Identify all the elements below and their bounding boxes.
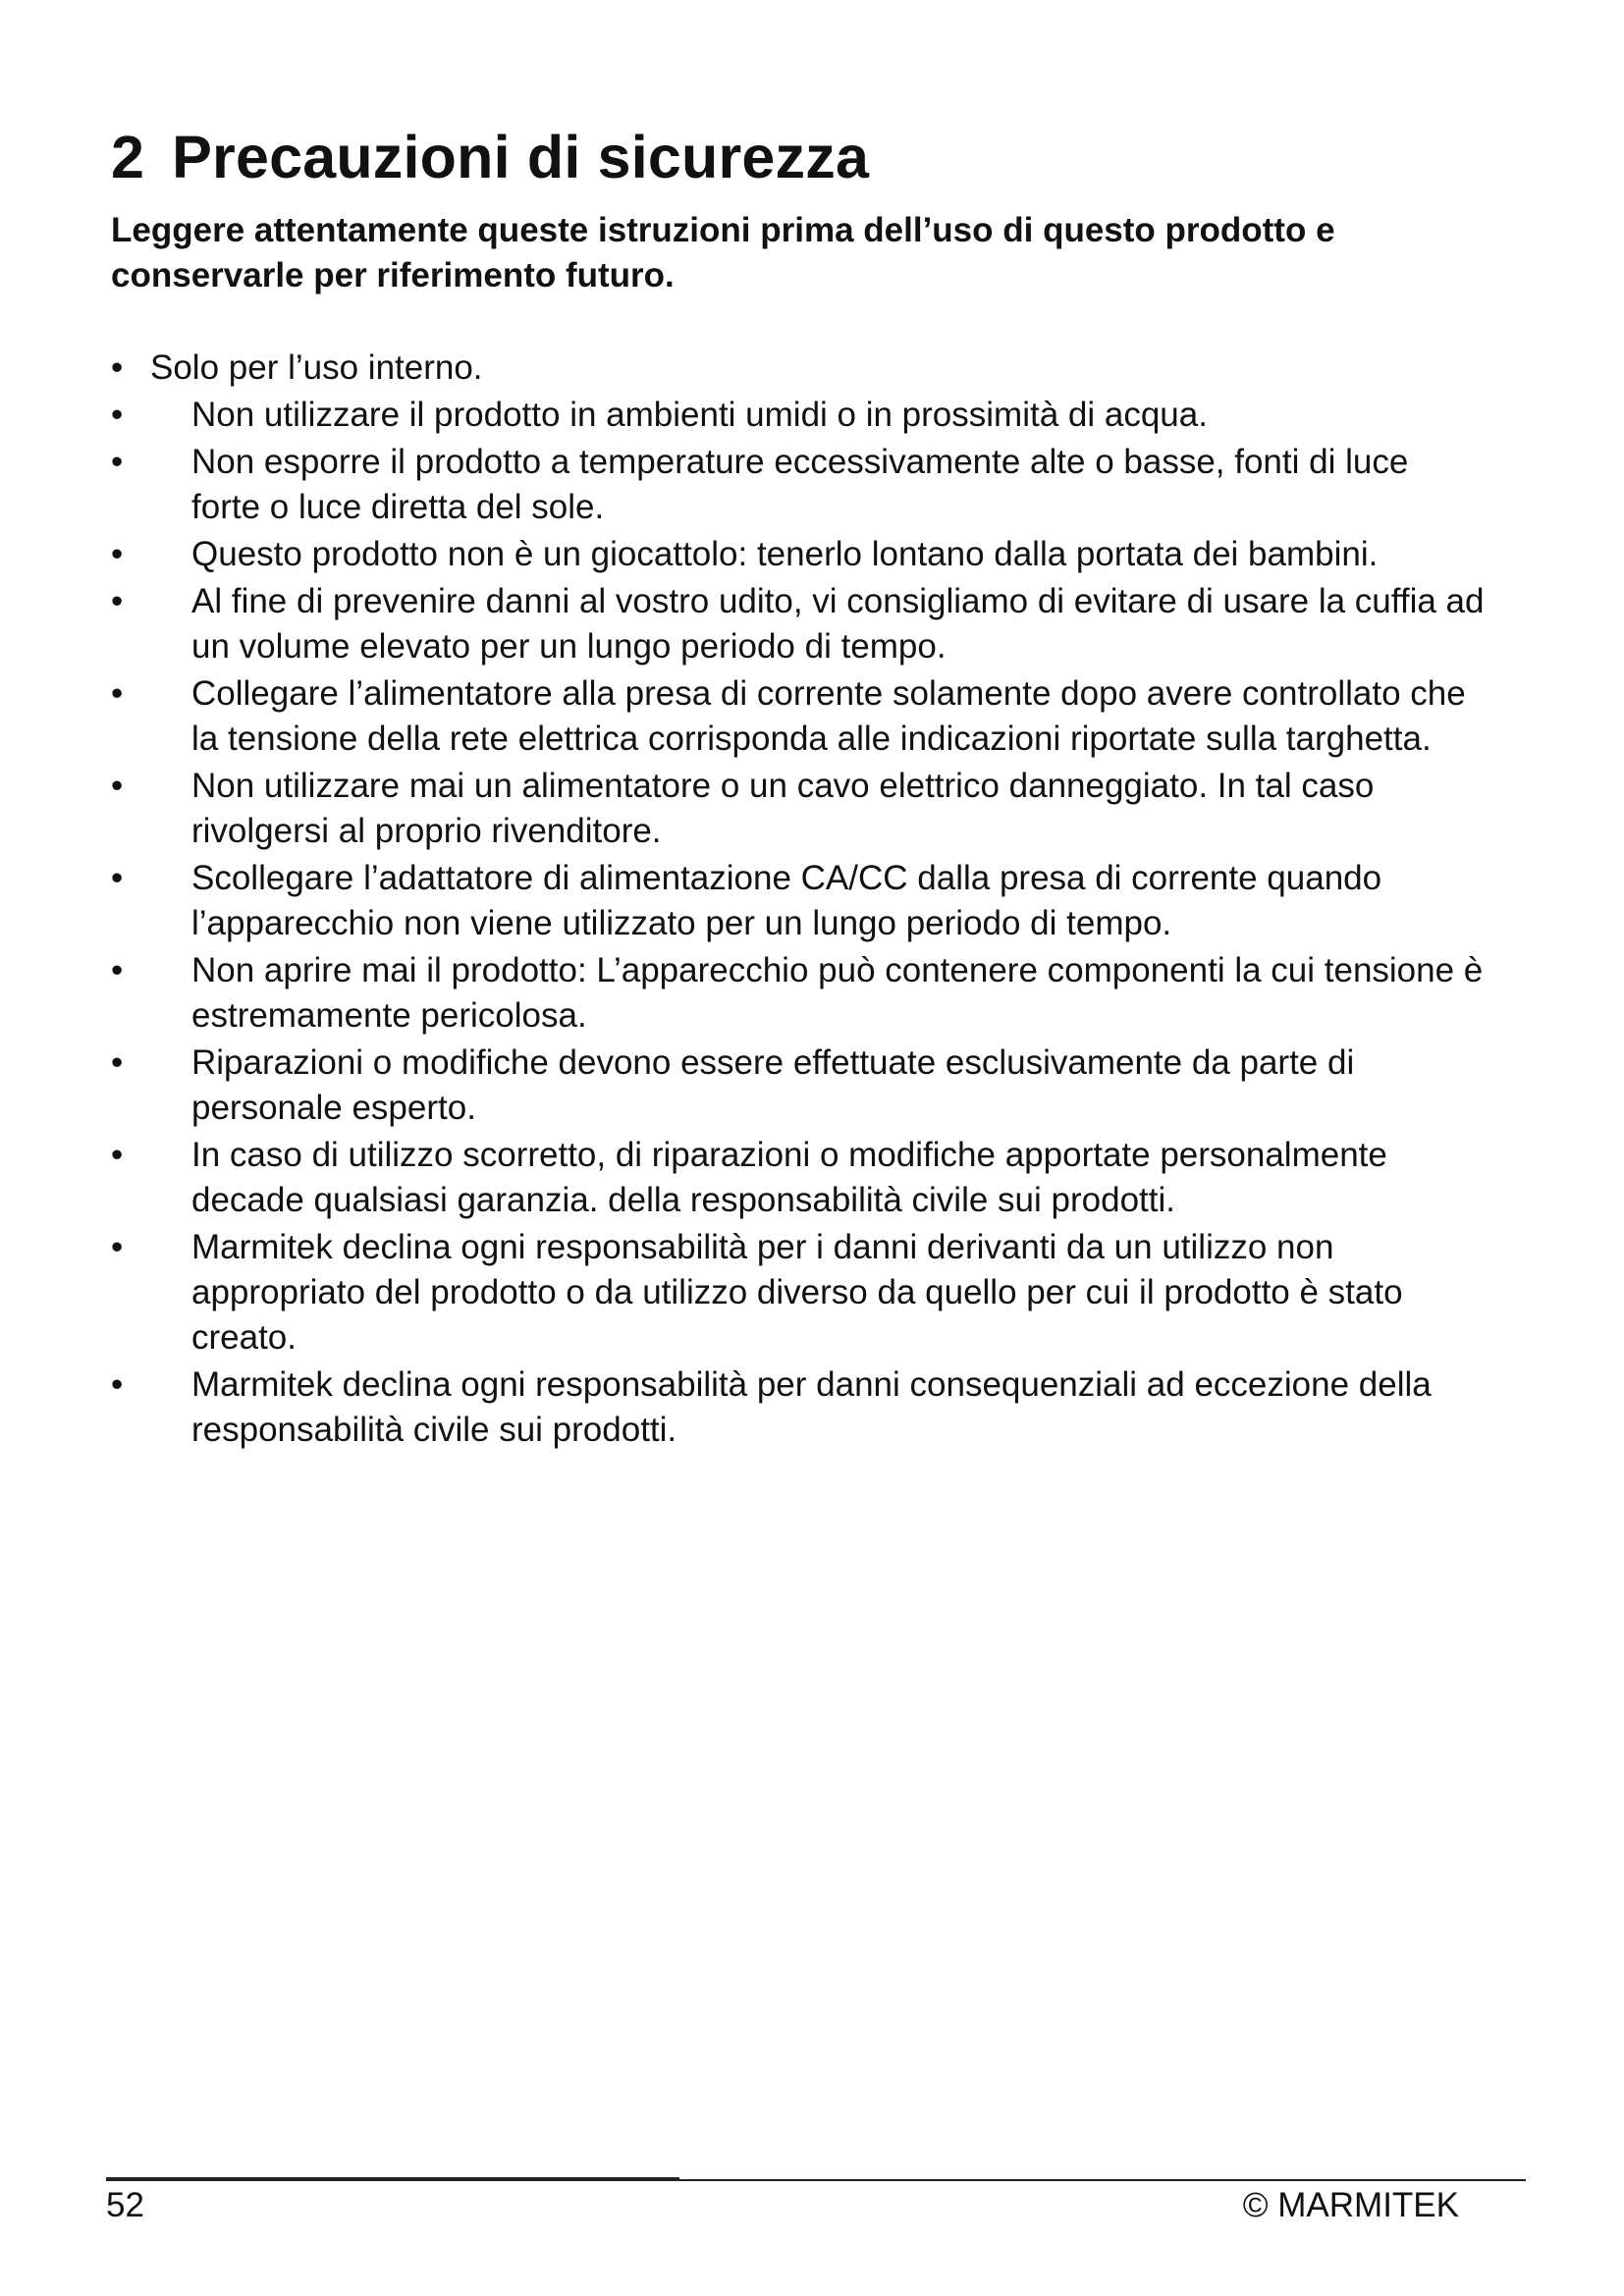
list-item-text: Non aprire mai il prodotto: L’apparecchio può contenere componenti la cui tensione è estremamente pericolosa. xyxy=(191,951,1484,1035)
section-title-text: Precauzioni di sicurezza xyxy=(172,124,870,190)
bullet-icon: • xyxy=(111,951,124,989)
list-item xyxy=(111,1133,1486,1223)
list-item-text: Marmitek declina ogni responsabilità per danni consequenziali ad eccezione della responsabilità civile sui prodotti. xyxy=(191,1365,1432,1449)
bullet-icon: • xyxy=(111,674,124,713)
list-item xyxy=(111,671,1486,762)
list-item xyxy=(111,948,1486,1039)
bullet-icon: • xyxy=(111,348,124,387)
list-item-text: Solo per l’uso interno. xyxy=(150,348,483,387)
bullet-icon: • xyxy=(111,767,124,805)
list-item xyxy=(111,532,1486,577)
section-title xyxy=(111,122,869,192)
page-number: 52 xyxy=(106,2186,144,2224)
list-item xyxy=(111,579,1486,669)
bullet-icon: • xyxy=(111,396,124,434)
list-item-text: Non utilizzare mai un alimentatore o un cavo elettrico danneggiato. In tal caso rivolgersi al proprio rivenditore. xyxy=(191,767,1375,850)
bullet-icon: • xyxy=(111,1136,124,1174)
list-item xyxy=(111,764,1486,854)
bullet-icon: • xyxy=(111,582,124,620)
list-item-text: Non esporre il prodotto a temperature eccessivamente alte o basse, fonti di luce forte o luce diretta del sole. xyxy=(191,443,1409,526)
section-number: 2 xyxy=(111,124,145,190)
safety-bullet-list xyxy=(111,346,1486,1455)
bullet-icon: • xyxy=(111,1043,124,1082)
list-item-text: Al fine di prevenire danni al vostro udito, vi consigliamo di evitare di usare la cuffia ad un volume elevato per un lungo periodo di tempo. xyxy=(191,582,1485,666)
bullet-icon: • xyxy=(111,1365,124,1404)
bullet-icon: • xyxy=(111,535,124,573)
bullet-icon: • xyxy=(111,1228,124,1266)
list-item-text: Riparazioni o modifiche devono essere effettuate esclusivamente da parte di personale esperto. xyxy=(191,1043,1355,1127)
list-item xyxy=(111,1225,1486,1361)
list-item xyxy=(111,393,1486,438)
list-item xyxy=(111,346,1486,391)
list-item-text: Non utilizzare il prodotto in ambienti umidi o in prossimità di acqua. xyxy=(191,396,1208,434)
intro-paragraph: Leggere attentamente queste istruzioni prima dell’uso di questo prodotto e conservarle per riferimento futuro. xyxy=(111,211,1335,294)
list-item xyxy=(111,856,1486,946)
list-item xyxy=(111,1041,1486,1131)
list-item-text: Marmitek declina ogni responsabilità per i danni derivanti da un utilizzo non appropriato del prodotto o da utilizzo diverso da quello per cui il prodotto è stato creato. xyxy=(191,1228,1403,1357)
list-item xyxy=(111,440,1486,530)
list-item xyxy=(111,1362,1486,1453)
bullet-icon: • xyxy=(111,443,124,481)
list-item-text: In caso di utilizzo scorretto, di riparazioni o modifiche apportate personalmente decade qualsiasi garanzia. della responsabilità civile sui prodotti. xyxy=(191,1136,1387,1219)
bullet-icon: • xyxy=(111,859,124,897)
list-item-text: Questo prodotto non è un giocattolo: tenerlo lontano dalla portata dei bambini. xyxy=(191,535,1379,573)
copyright-notice: © MARMITEK xyxy=(1242,2186,1459,2224)
footer-divider-accent xyxy=(106,2177,679,2181)
list-item-text: Collegare l’alimentatore alla presa di corrente solamente dopo avere controllato che la tensione della rete elettrica corrisponda alle indicazioni riportate sulla targhetta. xyxy=(191,674,1466,758)
list-item-text: Scollegare l’adattatore di alimentazione CA/CC dalla presa di corrente quando l’apparecchio non viene utilizzato per un lungo periodo di tempo. xyxy=(191,859,1382,942)
